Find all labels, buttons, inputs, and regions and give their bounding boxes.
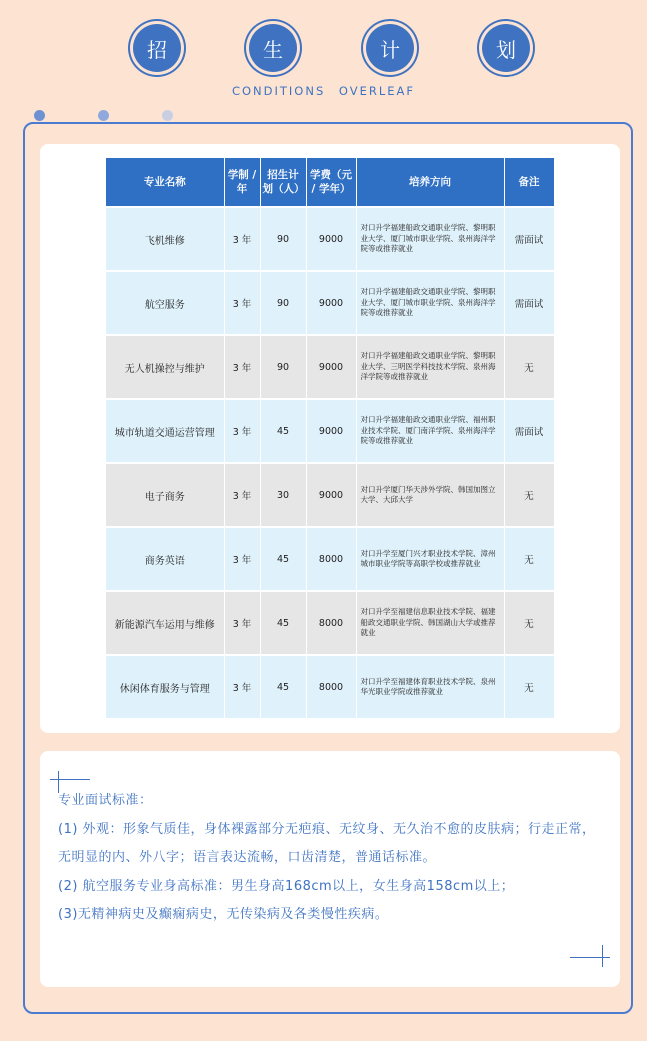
major-name: 无人机操控与维护	[106, 335, 224, 399]
interview-notes-panel	[40, 751, 620, 987]
direction-cell: 对口升学至厦门兴才职业技术学院、漳州城市职业学院等高职学校或推荐就业	[356, 527, 504, 591]
major-name: 飞机维修	[106, 207, 224, 271]
notes-item-1: (1) 外观：形象气质佳，身体裸露部分无疤痕、无纹身、无久治不愈的皮肤病；行走正常，无明显的内、外八字；语言表达流畅，口齿清楚，普通话标准。	[58, 821, 596, 865]
direction-cell: 对口升学福建船政交通职业学院、黎明职业大学、厦门城市职业学院、泉州海洋学院等或推荐就业	[356, 271, 504, 335]
table-row	[106, 463, 554, 527]
note-cell: 无	[504, 527, 554, 591]
quota-cell: 45	[260, 527, 306, 591]
direction-cell: 对口升学福建船政交通职业学院、福州职业技术学院、厦门南洋学院、泉州海洋学院等或推荐就业	[356, 399, 504, 463]
years-cell: 3 年	[224, 399, 260, 463]
header-title	[0, 24, 647, 74]
note-cell: 无	[504, 335, 554, 399]
years-cell: 3 年	[224, 655, 260, 719]
direction-cell: 对口升学厦门华天涉外学院、韩国加图立大学、大邱大学	[356, 463, 504, 527]
subtitle	[0, 84, 647, 98]
title-char-2: 生	[249, 24, 297, 72]
header-cell: 培养方向	[356, 158, 504, 207]
fee-cell: 9000	[306, 335, 356, 399]
subtitle-left: CONDITIONS	[231, 84, 326, 98]
years-cell: 3 年	[224, 271, 260, 335]
major-name: 电子商务	[106, 463, 224, 527]
quota-cell: 45	[260, 591, 306, 655]
table-row	[106, 271, 554, 335]
subtitle-right: OVERLEAF	[338, 84, 416, 98]
quota-cell: 90	[260, 207, 306, 271]
plan-table-panel	[40, 144, 620, 733]
major-name: 新能源汽车运用与维修	[106, 591, 224, 655]
major-name: 城市轨道交通运营管理	[106, 399, 224, 463]
table-row	[106, 527, 554, 591]
major-name: 航空服务	[106, 271, 224, 335]
title-char-3: 计	[366, 24, 414, 72]
header-cell: 备注	[504, 158, 554, 207]
quota-cell: 45	[260, 399, 306, 463]
direction-cell: 对口升学至福建体育职业技术学院、泉州华光职业学院或推荐就业	[356, 655, 504, 719]
years-cell: 3 年	[224, 591, 260, 655]
note-cell: 需面试	[504, 399, 554, 463]
years-cell: 3 年	[224, 207, 260, 271]
note-cell: 无	[504, 591, 554, 655]
fee-cell: 9000	[306, 207, 356, 271]
fee-cell: 8000	[306, 527, 356, 591]
direction-cell: 对口升学福建船政交通职业学院、黎明职业大学、三明医学科技技术学院、泉州海洋学院等或推荐就业	[356, 335, 504, 399]
direction-cell: 对口升学福建船政交通职业学院、黎明职业大学、厦门城市职业学院、泉州海洋学院等或推荐就业	[356, 207, 504, 271]
years-cell: 3 年	[224, 335, 260, 399]
fee-cell: 9000	[306, 463, 356, 527]
major-name: 商务英语	[106, 527, 224, 591]
table-row	[106, 207, 554, 271]
note-cell: 需面试	[504, 207, 554, 271]
notes-title: 专业面试标准：	[58, 793, 153, 808]
table-row	[106, 655, 554, 719]
years-cell: 3 年	[224, 527, 260, 591]
header-cell: 专业名称	[106, 158, 224, 207]
note-cell: 无	[504, 655, 554, 719]
fee-cell: 8000	[306, 591, 356, 655]
title-char-1: 招	[133, 24, 181, 72]
quota-cell: 30	[260, 463, 306, 527]
fee-cell: 8000	[306, 655, 356, 719]
title-char-4: 划	[482, 24, 530, 72]
note-cell: 需面试	[504, 271, 554, 335]
table-row	[106, 399, 554, 463]
plan-table	[106, 158, 555, 720]
decor-dot	[34, 110, 45, 121]
quota-cell: 45	[260, 655, 306, 719]
years-cell: 3 年	[224, 463, 260, 527]
header-cell: 招生计 划（人）	[260, 158, 306, 207]
note-cell: 无	[504, 463, 554, 527]
notes-item-2: (2) 航空服务专业身高标准：男生身高168cm以上，女生身高158cm以上；	[58, 878, 515, 894]
fee-cell: 9000	[306, 399, 356, 463]
notes-item-3: (3)无精神病史及癫痫病史，无传染病及各类慢性疾病。	[58, 907, 389, 922]
header-cell: 学制 / 年	[224, 158, 260, 207]
table-row	[106, 591, 554, 655]
table-row	[106, 335, 554, 399]
quota-cell: 90	[260, 271, 306, 335]
quota-cell: 90	[260, 335, 306, 399]
decor-dot	[162, 110, 173, 121]
table-header-row	[106, 158, 554, 207]
direction-cell: 对口升学至福建信息职业技术学院、福建船政交通职业学院、韩国湖山大学或推荐就业	[356, 591, 504, 655]
decor-dot	[98, 110, 109, 121]
fee-cell: 9000	[306, 271, 356, 335]
major-name: 休闲体育服务与管理	[106, 655, 224, 719]
header-cell: 学费（元 / 学年）	[306, 158, 356, 207]
interview-notes	[58, 787, 598, 930]
